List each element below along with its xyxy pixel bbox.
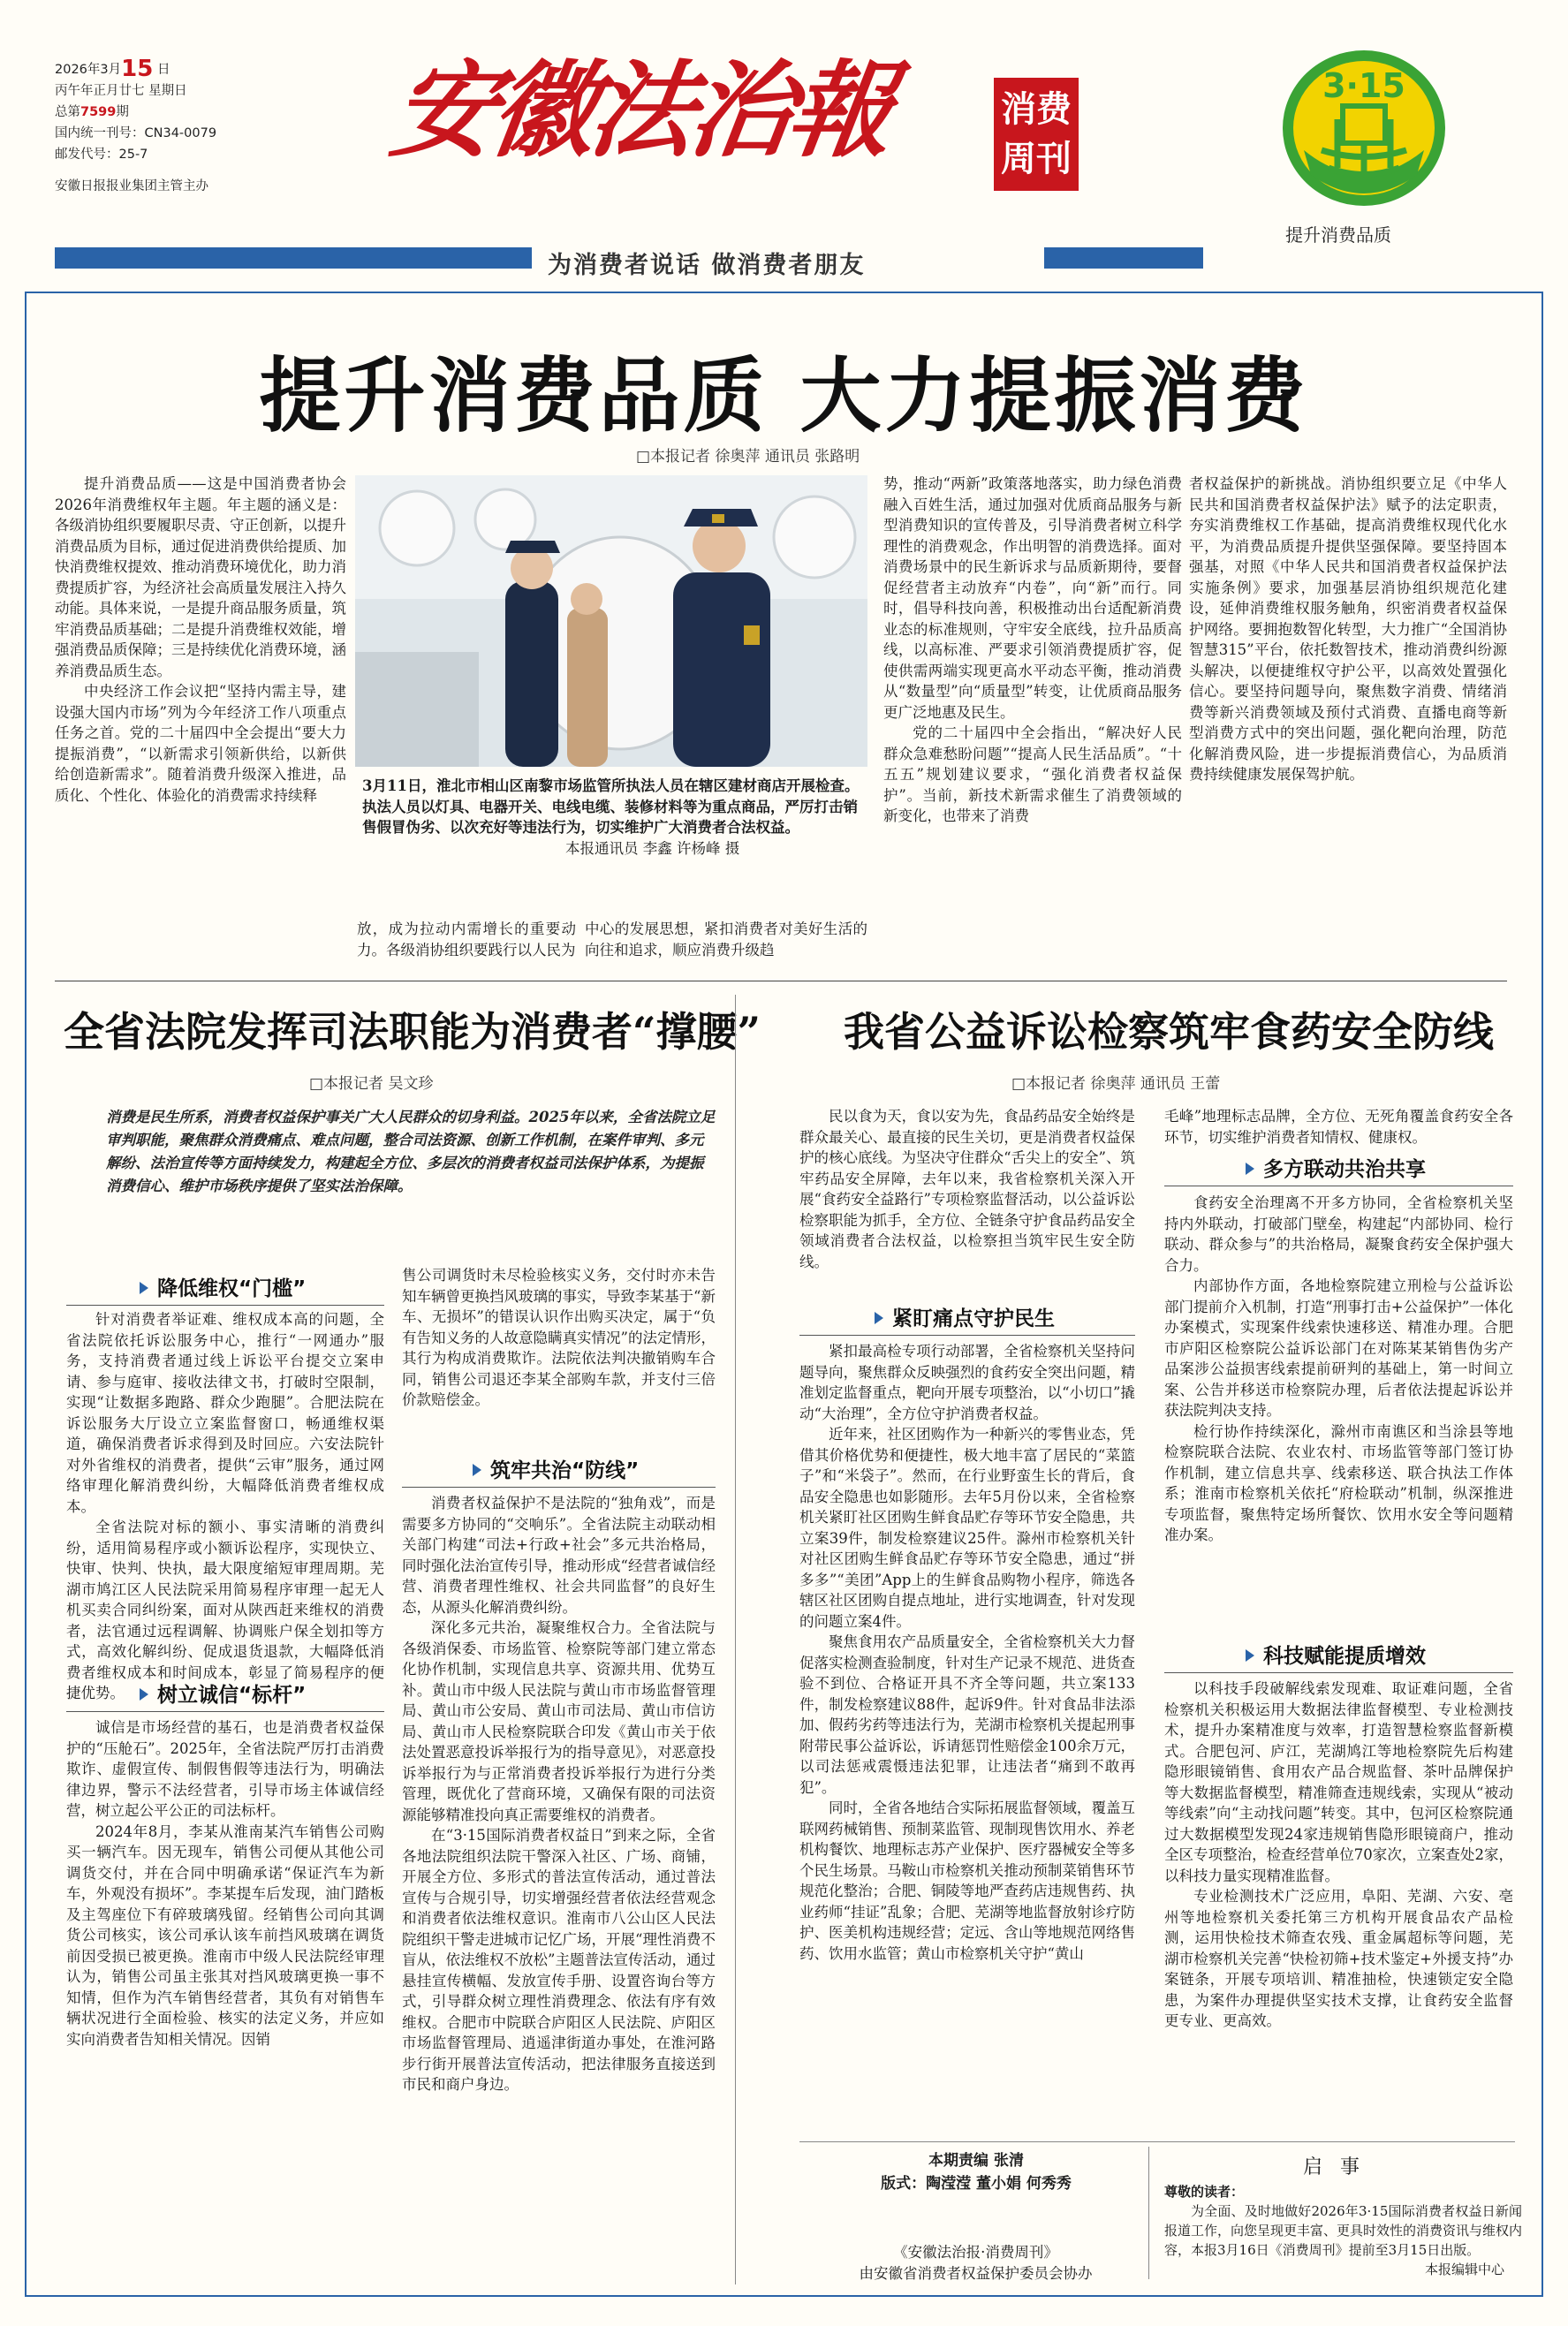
subhead-rule [1164,1672,1513,1673]
paragraph: 在“3·15国际消费者权益日”到来之际，全省各地法院组织法院干警深入社区、广场、商铺，开展全方位、多形式的普法宣传活动，通过普法宣传与合规引导，切实增强经营者依法经营观念和消费者依法维权意识。淮南市八公山区人民法院组织干警走进城市记忆广场，开展“理性消费不盲从，依法维权不放松”主题普法宣传活动，通过悬挂宣传横幅、发放宣传手册、设置咨询台等方式，引导群众树立理性消费理念、依法有序有效维权。合肥市中院联合庐阳区人民法院、庐阳区市场监督管理局、逍遥津街道办事处，在淮河路步行街开展普法宣传活动，把法律服务直接送到市民和商户身边。 [402,1827,716,2093]
lead-column-4 [883,474,1182,961]
paragraph: 内部协作方面，各地检察院建立刑检与公益诉讼部门提前介入机制，打造“刑事打击+公益保护”一体化办案模式，实现案件线索快速移送、精准办理。合肥市庐阳区检察院公益诉讼部门在对陈某某销售伪劣产品案涉公益损害线索提前研判的基础上，第一时间立案、公告并移送市检察院办理，后者依法提起诉讼并获法院判决支持。 [1164,1277,1513,1419]
paragraph: 者权益保护的新挑战。消协组织要立足《中华人民共和国消费者权益保护法》赋予的法定职责，夯实消费维权工作基础，提高消费维权现代化水平，为消费品质提升提供坚强保障。要坚持固本强基，对照《中华人民共和国消费者权益保护法实施条例》要求，加强基层消协组织规范化建设，延伸消费维权服务触角，织密消费者权益保护网络。要拥抱数智化转型，大力推广“全国消协智慧315”平台，依托数智技术，推动消费纠纷源头解决，以便捷维权守护公平，以高效处置强化信心。要坚持问题导向，聚焦数字消费、情绪消费等新兴消费领域及预付式消费、直播电商等新型消费方式中的突出问题，强化靶向治理，防范化解消费风险，进一步提振消费信心，为品质消费持续健康发展保驾护航。 [1189,475,1507,783]
paragraph: 党的二十届四中全会指出，“解决好人民群众急难愁盼问题”“提高人民生活品质”。“十五五”规划建议要求，“强化消费者权益保护”。当前，新技术新需求催生了消费领域的新变化，也带来了消费 [883,724,1182,824]
bullet-icon [140,1282,148,1294]
issue-date [55,58,216,80]
court-column-2 [66,1717,384,2283]
paragraph: 放，成为拉动内需增长的重要动力。各级消协组织要践行以人民为 [357,921,576,958]
lunar-date: 丙午年正月廿七 星期日 [55,84,187,98]
lead-column-5 [1189,474,1507,961]
bullet-icon [1246,1649,1254,1662]
subhead-text: 科技赋能提质增效 [1263,1645,1426,1668]
weekly-line-1: 消费 [1001,89,1072,130]
lead-column-1 [55,474,346,958]
procuratorate-column-4 [1164,1193,1513,1634]
subhead-rule [402,1487,716,1488]
paragraph: 近年来，社区团购作为一种新兴的零售业态，凭借其价格优势和便捷性，极大地丰富了居民的“菜篮子”和“米袋子”。然而，在行业野蛮生长的背后，食品安全隐患也如影随形。去年5月份以来，全省检察机关紧盯社区团购生鲜食品贮存等环节安全隐患，共立案39件，制发检察建议25件。滁州市检察机关针对社区团购生鲜食品贮存等环节安全隐患，通过“拼多多”“美团”App上的生鲜食品购物小程序，筛选各辖区社区团购自提点地址，进行实地调查，针对发现的问题立案4件。 [799,1426,1135,1630]
note-line-1: 《安徽法治报·消费周刊》 [893,2244,1058,2261]
footer-column-divider [1148,2147,1149,2279]
cn-number: 国内统一刊号：CN34-0079 [55,126,217,140]
publisher: 安徽日报报业集团主管主办 [55,179,208,193]
logo-text: 3·15 [1322,66,1405,105]
notice-body: 为全面、及时地做好2026年3·15国际消费者权益日新闻报道工作，向您呈现更丰富、更具时效性的消费资讯与维权内容，本报3月16日《消费周刊》提前至3月15日出版。 [1164,2203,1523,2258]
bullet-icon [1246,1163,1254,1175]
notice-salute: 尊敬的读者： [1164,2184,1245,2200]
layout-credits: 版式：陶滢滢 董小娟 何秀秀 [881,2175,1072,2193]
paragraph: 以科技手段破解线索发现难、取证难问题，全省检察机关积极运用大数据法律监督模型、专业检测技术，提升办案精准度与效率，打造智慧检察监督新模式。合肥包河、庐江，芜湖鸠江等地检察院先后构建隐形眼镜销售、食用农产品合规监督、茶叶品牌保护等大数据监督模型，精准筛查违规线索，实现从“被动等线索”向“主动找问题”转变。其中，包河区检察院通过大数据模型发现24家违规销售隐形眼镜商户，推动全区专项整治，检查经营单位70家次，立案查处2家，以科技力量实现精准监督。 [1164,1680,1513,1884]
paragraph: 中央经济工作会议把“坚持内需主导，建设强大国内市场”列为今年经济工作八项重点任务之首。党的二十届四中全会提出“要大力提振消费”，“以新需求引领新供给，以新供给创造新需求”。随着消费升级深入推进，品质化、个性化、体验化的消费需求持续释 [55,683,346,804]
procuratorate-column-1 [799,1106,1135,1299]
court-column-3 [402,1265,716,1451]
subhead-text: 筑牢共治“防线” [490,1459,640,1482]
newspaper-title: 安徽法治報 [384,49,897,171]
paragraph: 毛峰”地理标志品牌，全方位、无死角覆盖食药安全各环节，切实维护消费者知情权、健康权。 [1164,1108,1513,1146]
subhead-text: 树立诚信“标杆” [157,1684,307,1707]
logo-caption: 提升消费品质 [1285,224,1391,246]
paragraph: 检行协作持续深化，滁州市南谯区和当涂县等地检察院联合法院、农业农村、市场监管等部门签订协作机制，建立信息共享、线索移送、联合执法工作体系；淮南市检察机关依托“府检联动”机制，纵深推进专项监督，聚焦特定场所餐饮、饮用水安全等问题精准办案。 [1164,1422,1513,1543]
subhead-rule [799,1335,1135,1336]
footer-divider [799,2141,1515,2142]
procuratorate-subhead-1 [875,1302,1055,1331]
court-subhead-2 [140,1678,306,1708]
court-subhead-1 [140,1272,306,1301]
issue-suffix: 期 [116,105,129,119]
paragraph: 深化多元共治，凝聚维权合力。全省法院与各级消保委、市场监管、检察院等部门建立常态化协作机制，实现信息共享、资源共用、优势互补。黄山市中级人民法院与黄山市市场监督管理局、黄山市公安局、黄山市司法局、黄山市信访局、黄山市人民检察院联合印发《黄山市关于依法处置恶意投诉举报行为的指导意见》，对恶意投诉举报行为与正常消费者投诉举报行为进行分类管理，既优化了营商环境，又确保有限的司法资源能够精准投向真正需要维权的消费者。 [402,1619,716,1823]
procuratorate-headline: 我省公益诉讼检察筑牢食药安全防线 [844,1008,1494,1056]
slogan: 为消费者说话 做消费者朋友 [548,252,866,279]
subhead-text: 多方联动共治共享 [1263,1158,1426,1181]
weekly-badge [994,78,1079,191]
bullet-icon [473,1464,481,1476]
paragraph: 提升消费品质——这是中国消费者协会2026年消费维权年主题。年主题的涵义是：各级消协组织要履职尽责、守正创新，以提升消费品质为目标，通过促进消费供给提质、加快消费维权提效、推动消费环境优化，助力消费提质扩容，为经济社会高质量发展注入持久动能。具体来说，一是提升商品服务质量，筑牢消费品质基础；二是提升消费维权效能，增强消费品质保障；三是持续优化消费环境，涵养消费品质生态。 [55,475,346,679]
paragraph: 食药安全治理离不开多方协同，全省检察机关坚持内外联动，打破部门壁垒，构建起“内部协同、检行联动、群众参与”的共治格局，凝聚食药安全保护强大合力。 [1164,1194,1513,1274]
bullet-icon [875,1312,883,1324]
date-prefix: 2026年3月 [55,63,122,77]
court-byline: □本报记者 吴文珍 [309,1075,434,1093]
photo-caption [362,776,866,859]
consumer-day-logo [1267,44,1461,212]
weekly-line-2: 周刊 [1001,139,1072,179]
paragraph: 势，推动“两新”政策落地落实，助力绿色消费融入百姓生活，通过加强对优质商品服务与新型消费知识的宣传普及，引导消费者树立科学理性的消费观念，作出明智的消费选择。面对消费场景中的民生新诉求与品质新期待，要督促经营者主动放弃“内卷”，向“新”而行。同时，倡导科技向善，积极推动出台适配新消费业态的标准规则，守牢安全底线，拉升品质高线，以高标准、严要求引领消费提质扩容，促使供需两端实现更高水平动态平衡，推动消费从“数量型”向“质量型”转变，让优质商品服务更广泛地惠及民生。 [883,475,1182,721]
paragraph: 全省法院对标的额小、事实清晰的消费纠纷，适用简易程序或小额诉讼程序，实现快立、快审、快判、快执，最大限度缩短审理周期。芜湖市鸠江区人民法院采用简易程序审理一起无人机买卖合同纠纷案，面对从陕西赶来维权的消费者，法官通过远程调解、协调账户保全划扣等方式，高效化解纠纷、促成退货退款，大幅降低消费者维权成本和时间成本，彰显了简易程序的便捷优势。 [66,1519,384,1701]
court-subhead-3 [473,1454,639,1483]
co-organizer-note [850,2242,1102,2284]
subhead-text: 降低维权“门槛” [157,1277,307,1300]
procuratorate-column-5 [1164,1678,1513,2125]
court-intro: 消费是民生所系，消费者权益保护事关广大人民群众的切身利益。2025年以来，全省法院立足审判职能，聚焦群众消费痛点、难点问题，整合司法资源、创新工作机制，在案件审判、多元解纷、法治宣传等方面持续发力，构建起全方位、多层次的消费者权益司法保护体系，为提振消费信心、维护市场秩序提供了坚实法治保障。 [106,1109,716,1194]
subhead-text: 紧盯痛点守护民生 [892,1307,1055,1330]
editor-credits [870,2149,1082,2195]
procuratorate-byline: □本报记者 徐奥萍 通讯员 王蕾 [1011,1075,1221,1093]
editor-in-charge: 本期责编 张清 [928,2152,1024,2170]
court-column-4 [402,1493,716,2283]
date-suffix: 日 [156,63,170,77]
caption-credit: 本报通讯员 李鑫 许杨峰 摄 [565,839,740,857]
issue-prefix: 总第 [55,105,80,119]
lead-column-2 [357,919,576,963]
subhead-rule [66,1711,384,1712]
inspection-photo [355,475,867,767]
issue-no: 7599 [80,105,117,119]
notice-sign: 本报编辑中心 [1424,2262,1504,2277]
paragraph: 紧扣最高检专项行动部署，全省检察机关坚持问题导向，聚焦群众反映强烈的食药安全突出问题，精准划定监督重点，靶向开展专项整治，以“小切口”撬动“大治理”，全方位守护消费者权益。 [799,1343,1135,1422]
column-divider [735,995,736,2284]
paragraph: 同时，全省各地结合实际拓展监督领域，覆盖互联网药械销售、预制菜监管、现制现售饮用水、养老机构餐饮、地理标志苏产业保护、医疗器械安全等多个民生场景。马鞍山市检察机关推动预制菜销售环节规范化整治；合肥、铜陵等地严查药店违规售药、执业药师“挂证”乱象；合肥、芜湖等地监督放射诊疗防护、医美机构违规经营；定远、含山等地规范网络售药、饮用水监管；黄山市检察机关守护“黄山 [799,1799,1135,1962]
paragraph: 售公司调货时未尽检验核实义务，交付时亦未告知车辆曾更换挡风玻璃的事实，导致李某基于“新车、无损坏”的错误认识作出购买决定，属于“负有告知义务的人故意隐瞒真实情况”的法定情形，其行为构成消费欺诈。法院依法判决撤销购车合同，销售公司退还李某全部购车款，并支付三倍价款赔偿金。 [402,1267,716,1408]
lead-headline: 提升消费品质 大力提振消费 [259,348,1309,443]
subhead-rule [66,1305,384,1306]
caption-text: 3月11日，淮北市相山区南黎市场监管所执法人员在辖区建材商店开展检查。执法人员以灯具、电器开关、电线电缆、装修材料等为重点商品，严厉打击销售假冒伪劣、以次充好等违法行为，切实维护广大消费者合法权益。 [362,777,860,836]
procuratorate-column-3 [1164,1106,1513,1150]
paragraph: 聚焦食用农产品质量安全，全省检察机关大力督促落实检测查验制度，针对生产记录不规范、进货查验不到位、合格证开具不齐全等问题，共立案133件，制发检察建议88件，起诉9件。针对食品非法添加、假药劣药等违法行为，芜湖市检察机关提起刑事附带民事公益诉讼，诉请惩罚性赔偿金100余万元，以司法惩戒震慑违法犯罪，让违法者“痛到不敢再犯”。 [799,1633,1135,1796]
paragraph: 中心的发展思想，紧扣消费者对美好生活的向往和追求，顺应消费升级趋 [585,921,867,958]
procuratorate-subhead-2 [1246,1153,1426,1182]
issue-number [55,102,216,123]
bullet-icon [140,1688,148,1701]
paragraph: 专业检测技术广泛应用，阜阳、芜湖、六安、亳州等地检察机关委托第三方机构开展食品农产品检测，运用快检技术筛查农残、重金属超标等问题，芜湖市检察机关完善“快检初筛+技术鉴定+外援支持”办案链条，开展专项培训、精准抽检，快速锁定安全隐患，为案件办理提供坚实技术支撑，让食药安全监督更专业、更高效。 [1164,1888,1513,2029]
date-day: 15 [121,56,154,82]
note-line-2: 由安徽省消费者权益保护委员会协办 [859,2265,1093,2282]
masthead-info [55,58,216,197]
procuratorate-subhead-3 [1246,1640,1426,1669]
court-headline: 全省法院发挥司法职能为消费者“撑腰” [64,1008,761,1056]
paragraph: 针对消费者举证难、维权成本高的问题，全省法院依托诉讼服务中心，推行“一网通办”服务，支持消费者通过线上诉讼平台提交立案申请、参与庭审、接收法律文书，打破时空限制，实现“让数据多跑路、群众少跑腿”。合肥法院在诉讼服务大厅设立立案监督窗口，畅通维权渠道，确保消费者诉求得到及时回应。六安法院针对外省维权的消费者，提供“云审”服务，通过网络审理化解消费纠纷，大幅降低消费者维权成本。 [66,1311,384,1515]
paragraph: 民以食为天，食以安为先，食品药品安全始终是群众最关心、最直接的民生关切，更是消费者权益保护的核心底线。为坚决守住群众“舌尖上的安全”、筑牢药品安全屏障，去年以来，我省检察机关深入开展“食药安全益路行”专项检察监督活动，以公益诉讼检察职能为抓手，全方位、全链条守护食品药品安全领域消费者合法权益，以检察担当筑牢民生安全防线。 [799,1108,1135,1270]
paragraph: 消费者权益保护不是法院的“独角戏”，而是需要多方协同的“交响乐”。全省法院主动联动相关部门构建“司法+行政+社会”多元共治格局，同时强化法治宣传引导，推动形成“经营者诚信经营、消费者理性维权、社会共同监督”的良好生态，从源头化解消费纠纷。 [402,1495,716,1616]
paragraph: 2024年8月，李某从淮南某汽车销售公司购买一辆汽车。因无现车，销售公司便从其他公司调货交付，并在合同中明确承诺“保证汽车为新车，外观没有损坏”。李某提车后发现，油门踏板及主驾座位下有碎玻璃残留。经销售公司向其调货公司核实，该公司承认该车前挡风玻璃在调货前因受损已被更换。淮南市中级人民法院经审理认为，销售公司虽主张其对挡风玻璃更换一事不知情，但作为汽车销售经营者，其负有对销售车辆状况进行全面检验、核实的法定义务，并应如实向消费者告知相关情况。因销 [66,1822,384,2048]
lead-byline: □本报记者 徐奥萍 通讯员 张路明 [636,448,860,466]
notice-title: 启事 [1303,2156,1378,2178]
paragraph: 诚信是市场经营的基石，也是消费者权益保护的“压舱石”。2025年，全省法院严厉打击消费欺诈、虚假宣传、制假售假等违法行为，明确法律边界，警示不法经营者，引导市场主体诚信经营，树立起公平公正的司法标杆。 [66,1719,384,1819]
lead-column-3 [585,919,867,963]
postal-code: 邮发代号：25-7 [55,148,148,162]
procuratorate-column-2 [799,1341,1135,2136]
notice-box [1164,2182,1522,2279]
